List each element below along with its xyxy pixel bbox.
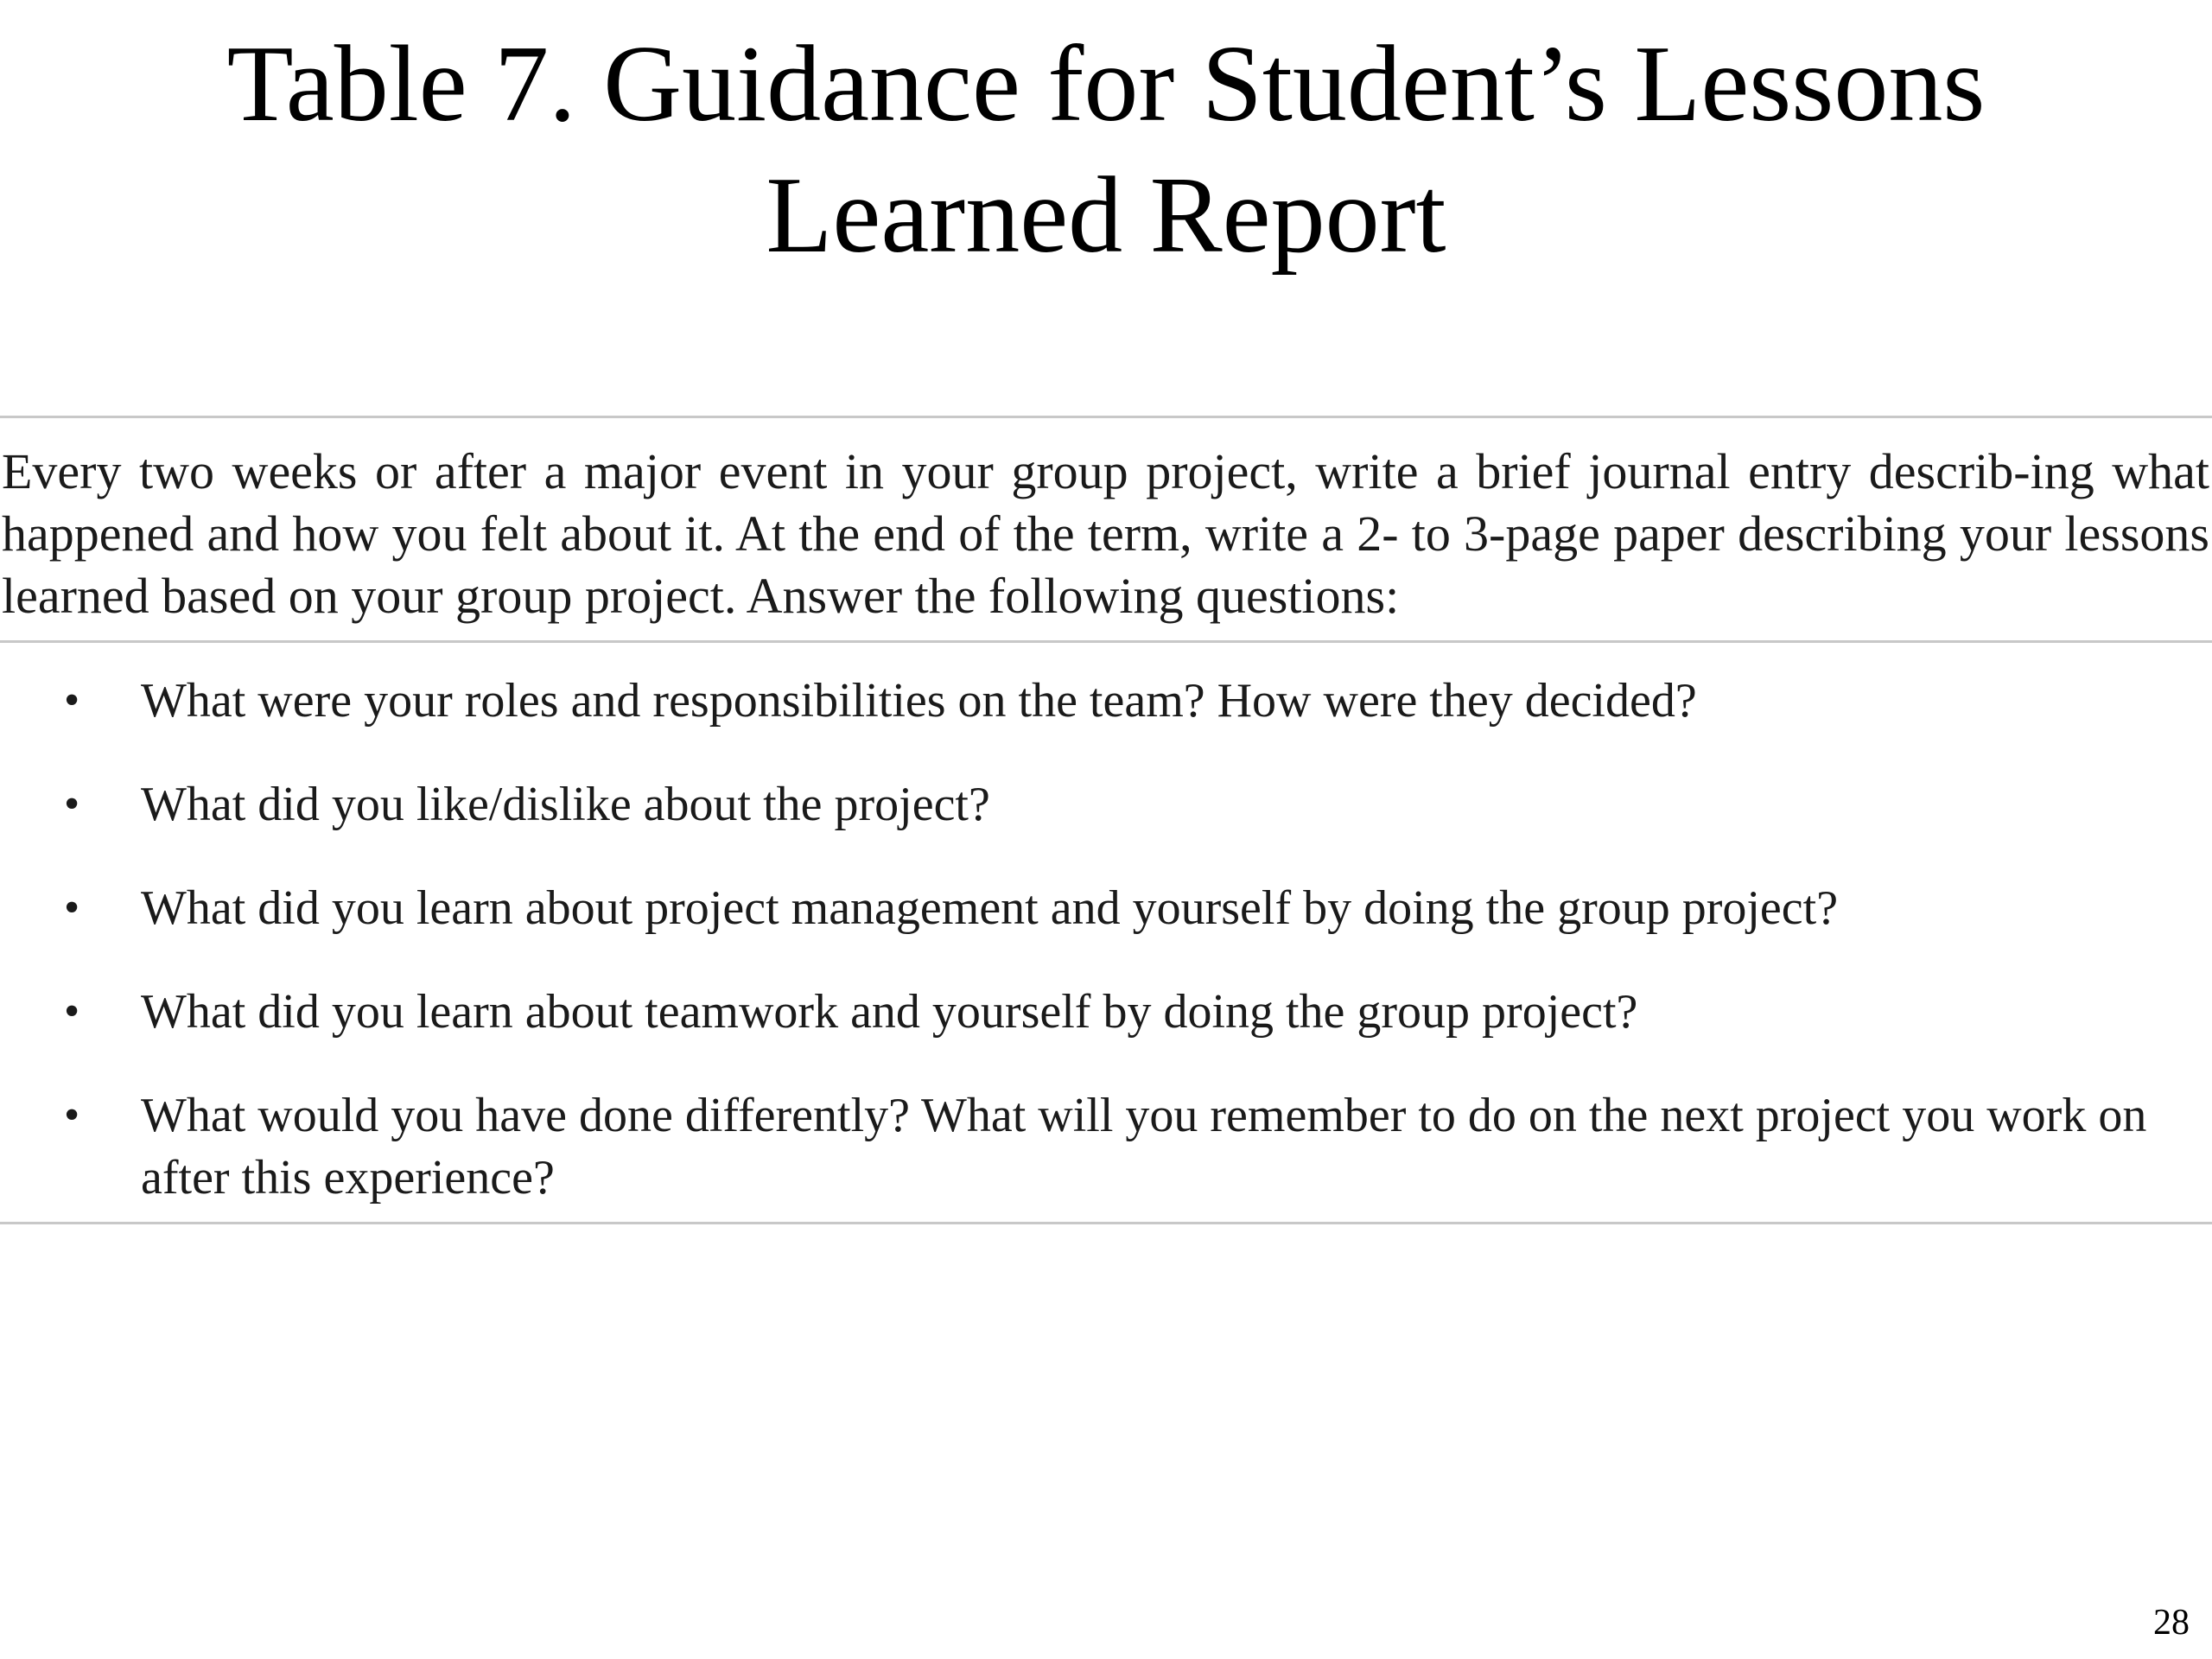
question-text: What did you learn about teamwork and yourself by doing the group project? (141, 985, 1638, 1039)
table-bottom-rule (0, 1222, 2212, 1224)
question-item-roles (0, 670, 2212, 732)
table-middle-rule (0, 640, 2212, 643)
question-text: What did you learn about project management and yourself by doing the group project? (141, 881, 1839, 935)
question-item-project-management (0, 877, 2212, 939)
question-item-teamwork (0, 981, 2212, 1043)
bullet-icon: • (64, 779, 80, 829)
bullet-icon: • (64, 987, 80, 1036)
bullet-icon: • (64, 676, 80, 725)
question-text: What did you like/dislike about the project? (141, 778, 990, 831)
slide-title: Table 7. Guidance for Student’s Lessons Learned Report (226, 24, 1986, 276)
bullet-icon: • (64, 1090, 80, 1140)
page-number: 28 (2153, 1603, 2190, 1643)
question-item-differently (0, 1084, 2212, 1209)
bullet-icon: • (64, 883, 80, 932)
question-text: What would you have done differently? What will you remember to do on the next project you work on after this experience? (141, 1089, 2147, 1205)
intro-paragraph: Every two weeks or after a major event in your group project, write a brief journal entry describ-ing what happened and how you felt about it. At the end of the term, write a 2- to 3-page paper describing your lessons learned based on your group project. Answer the following questions: (2, 443, 2209, 624)
question-list (0, 670, 2212, 1250)
question-item-like-dislike (0, 773, 2212, 836)
question-text: What were your roles and responsibilities on the team? How were they decided? (141, 674, 1697, 728)
table-top-rule (0, 416, 2212, 418)
